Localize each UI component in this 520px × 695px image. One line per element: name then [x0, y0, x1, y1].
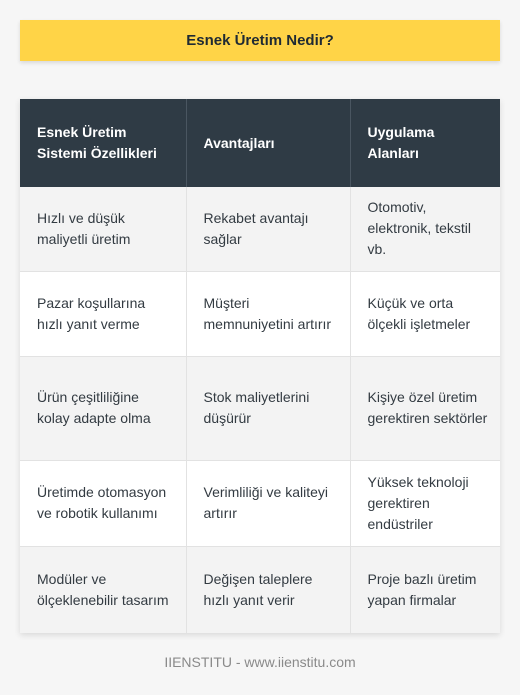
table-cell-advantage: Stok maliyetlerini düşürür: [186, 356, 350, 460]
comparison-table-container: [20, 99, 500, 633]
table-cell-advantage: Değişen taleplere hızlı yanıt verir: [186, 546, 350, 633]
table-cell-application: Küçük ve orta ölçekli işletmeler: [350, 271, 500, 356]
table-row: [20, 187, 500, 271]
column-header-application-areas: Uygulama Alanları: [367, 124, 435, 161]
column-header-features: Esnek Üretim Sistemi Özellikleri: [20, 99, 186, 187]
table-cell-application: Kişiye özel üretim gerektiren sektörler: [350, 356, 500, 460]
table-cell-application: Otomotiv, elektronik, tekstil vb.: [350, 187, 500, 271]
footer-credit: IIENSTITU - www.iienstitu.com: [164, 654, 356, 670]
table-row: [20, 460, 500, 546]
comparison-table: [20, 99, 500, 633]
table-row: [20, 356, 500, 460]
table-cell-advantage: Rekabet avantajı sağlar: [186, 187, 350, 271]
column-header-advantages: Avantajları: [186, 99, 350, 187]
table-cell-feature: Hızlı ve düşük maliyetli üretim: [20, 187, 186, 271]
page-title: Esnek Üretim Nedir?: [186, 32, 334, 49]
title-banner: [20, 20, 500, 61]
table-row: [20, 546, 500, 633]
table-cell-feature: Üretimde otomasyon ve robotik kullanımı: [20, 460, 186, 546]
table-cell-application: Yüksek teknoloji gerektiren endüstriler: [350, 460, 500, 546]
table-cell-advantage: Müşteri memnuniyetini artırır: [186, 271, 350, 356]
table-cell-feature: Ürün çeşitliliğine kolay adapte olma: [20, 356, 186, 460]
table-header-row: [20, 99, 500, 187]
table-cell-application: Proje bazlı üretim yapan firmalar: [367, 570, 477, 608]
table-row: [20, 271, 500, 356]
table-cell-feature: Pazar koşullarına hızlı yanıt verme: [20, 271, 186, 356]
table-cell-advantage: Verimliliği ve kaliteyi artırır: [186, 460, 350, 546]
table-cell-feature: Modüler ve ölçeklenebilir tasarım: [20, 546, 186, 633]
